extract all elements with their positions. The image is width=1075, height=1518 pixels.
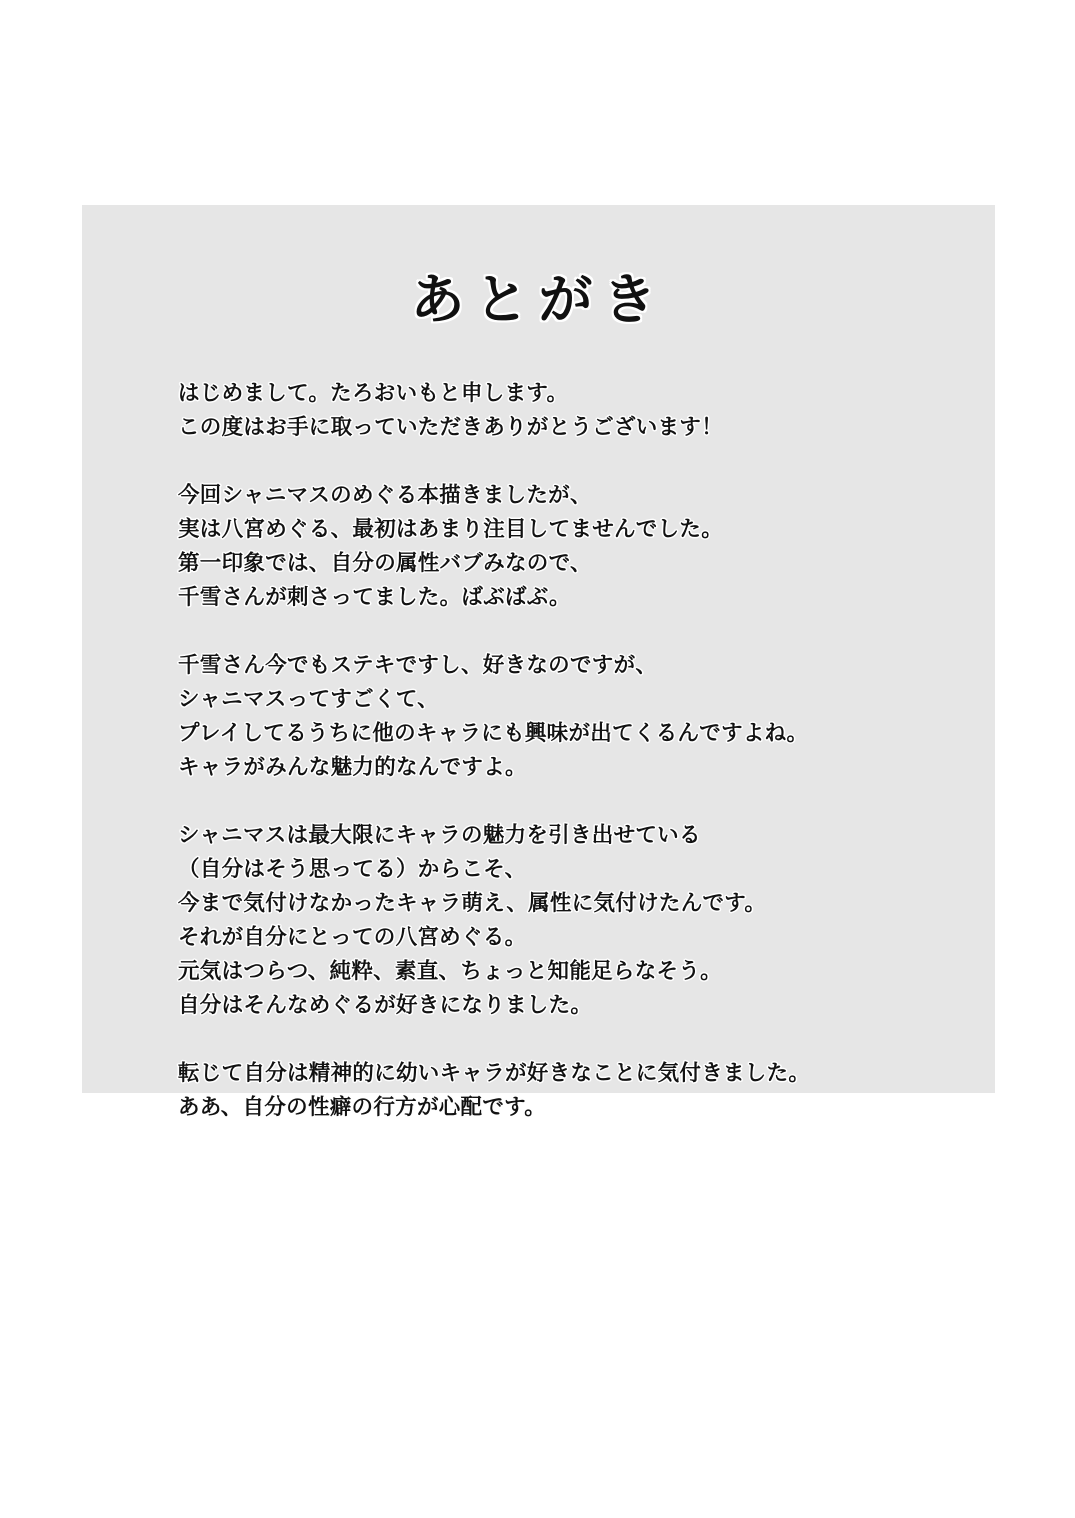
text-line: 第一印象では、自分の属性バブみなので、	[178, 551, 592, 576]
paragraph	[178, 479, 978, 615]
text-line: はじめまして。たろおいもと申します。	[178, 381, 569, 406]
afterword-body	[178, 377, 978, 1125]
text-line: シャニマスは最大限にキャラの魅力を引き出せている	[178, 823, 701, 848]
text-line: 千雪さんが刺さってました。ばぶばぶ。	[178, 585, 571, 610]
text-line: シャニマスってすごくて、	[178, 687, 439, 712]
paragraph	[178, 819, 978, 1023]
text-line: キャラがみんな魅力的なんですよ。	[178, 755, 527, 780]
text-line: 今まで気付けなかったキャラ萌え、属性に気付けたんです。	[178, 891, 767, 916]
text-line: 自分はそんなめぐるが好きになりました。	[178, 993, 593, 1018]
afterword-panel	[82, 205, 995, 1120]
text-line: 千雪さん今でもステキですし、好きなのですが、	[178, 653, 658, 678]
text-line: プレイしてるうちに他のキャラにも興味が出てくるんですよね。	[178, 721, 809, 746]
text-line: それが自分にとっての八宮めぐる。	[178, 925, 527, 950]
page-title: あとがき	[410, 268, 667, 331]
paragraph	[178, 377, 978, 445]
text-line: 転じて自分は精神的に幼いキャラが好きなことに気付きました。	[178, 1061, 811, 1086]
text-line: 今回シャニマスのめぐる本描きましたが、	[178, 483, 592, 508]
paragraph	[178, 649, 978, 785]
paragraph	[178, 1057, 978, 1125]
text-line: 実は八宮めぐる、最初はあまり注目してませんでした。	[178, 517, 724, 542]
text-line: この度はお手に取っていただきありがとうございます！	[178, 415, 724, 440]
text-line: （自分はそう思ってる）からこそ、	[178, 857, 527, 882]
text-line: 元気はつらつ、純粋、素直、ちょっと知能足らなそう。	[178, 959, 722, 984]
text-line: ああ、自分の性癖の行方が心配です。	[178, 1095, 547, 1120]
